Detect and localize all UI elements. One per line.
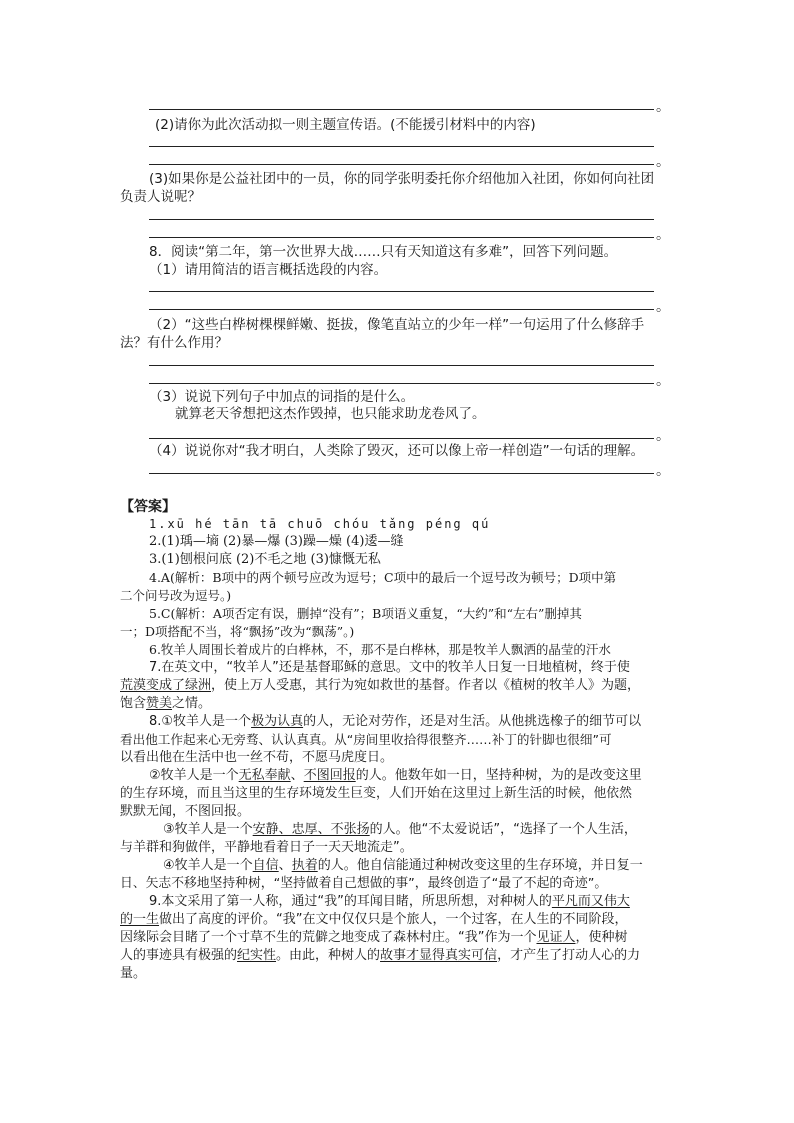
answer-7-line-3 [120, 695, 211, 713]
answer-line[interactable] [149, 291, 654, 292]
answer-7-text: 饱含 [120, 696, 147, 711]
period-mark: 。 [656, 154, 670, 170]
answer-8-line-7 [163, 821, 637, 839]
answer-8-text: 的人，无论对劳作，还是对生活。从他挑选橡子的细节可以 [303, 714, 642, 729]
answer-8-text: ③牧羊人是一个 [163, 822, 253, 837]
answer-9-text: 人的事迹具有极强的 [120, 948, 238, 963]
answer-8-text: 的人。他数年如一日，坚持种树，为的是改变这里 [355, 768, 642, 783]
answer-8-line-6: 默默无闻，不图回报。 [120, 804, 251, 819]
answer-8-text: 的人。他“不太爱说话”，“选择了一个人生活， [369, 822, 637, 837]
answer-line[interactable] [149, 164, 654, 165]
answer-line[interactable] [149, 473, 654, 474]
answer-8-line-2: 看出他工作起来心无旁骛、认认真真。从“房间里收拾得很整齐……补丁的针脚也很细”可 [120, 732, 612, 747]
underlined-phrase: 故事才显得真实可信 [380, 948, 498, 963]
answer-7-line-1: 7.在英文中，“牧羊人”还是基督耶稣的意思。文中的牧羊人日复一日地植树，终于使 [149, 660, 630, 675]
underlined-phrase: 赞美 [146, 696, 173, 711]
answer-8-line-9 [163, 857, 643, 875]
answer-5-cont: 一；D项搭配不当，将“飘扬”改为“飘荡”。) [120, 624, 355, 639]
answer-line[interactable] [149, 383, 654, 384]
answer-9-line-4 [120, 947, 640, 965]
question-8-4: （4）说说你对“我才明白，人类除了毁灭，还可以像上帝一样创造”一句话的理解。 [149, 443, 645, 459]
question-8-3-quote: 就算老天爷想把这杰作毁掉，也只能求助龙卷风了。 [175, 406, 486, 422]
answer-line[interactable] [149, 219, 654, 220]
answer-3: 3.(1)刨根问底 (2)不毛之地 (3)慷慨无私 [149, 552, 381, 567]
answer-7-line-2 [120, 677, 640, 695]
answer-8-line-3: 以看出他在生活中也一丝不苟，不愿马虎度日。 [120, 750, 394, 765]
answer-2: 2.(1)瑀—墒 (2)暴—爆 (3)躁—燥 (4)逶—缝 [149, 534, 404, 549]
answer-9-text: 。由此，种树人的 [276, 948, 381, 963]
period-mark: 。 [656, 428, 670, 444]
answer-9-text: 9.本文采用了第一人称，通过“我”的耳闻目睹，所思所想，对种树人的 [149, 894, 552, 909]
period-mark: 。 [656, 373, 670, 389]
answer-line[interactable] [149, 109, 654, 110]
period-mark: 。 [656, 99, 670, 115]
underlined-phrase: 平凡而又伟大 [551, 894, 630, 909]
answer-8-line-1 [149, 713, 641, 731]
underlined-phrase: 自信 [252, 858, 279, 873]
question-7-2: (2)请你为此次活动拟一则主题宣传语。(不能援引材料中的内容) [155, 117, 536, 133]
underlined-phrase: 纪实性 [237, 948, 277, 963]
answer-8-line-8: 与羊群和狗做伴，平静地看着日子一天天地流走”。 [120, 840, 413, 855]
period-mark: 。 [656, 463, 670, 479]
answer-7-text: ，使上万人受惠，其行为宛如救世的基督。作者以《植树的牧羊人》为题， [211, 678, 641, 693]
answer-9-line-2 [120, 911, 628, 929]
answer-8-text: 的人。他自信能通过种树改变这里的生存环境，并日复一 [317, 858, 643, 873]
answer-8-text: 8.①牧羊人是一个 [149, 714, 252, 729]
answer-line[interactable] [149, 438, 654, 439]
question-8-3: （3）说说下列句子中加点的词指的是什么。 [149, 389, 415, 405]
question-8-intro: 8．阅读“第二年，第一次世界大战……只有天知道这有多难”，回答下列问题。 [149, 244, 618, 260]
answer-heading: 【答案】 [120, 499, 176, 515]
question-7-3: (3)如果你是公益社团中的一员，你的同学张明委托你介绍他加入社团，你如何向社团 [149, 171, 655, 187]
answer-8-text: 、 [290, 768, 304, 783]
answer-8-line-10: 日、矢志不移地坚持种树，“坚持做着自己想做的事”，最终创造了“最了不起的奇迹”。 [120, 876, 608, 891]
answer-8-text: ②牧羊人是一个 [149, 768, 239, 783]
answer-9-text: ，使种树 [575, 930, 628, 945]
answer-9-text: 因缘际会目睹了一个寸草不生的荒僻之地变成了森林村庄。“我”作为一个 [120, 930, 537, 945]
answer-7-text: 之情。 [172, 696, 212, 711]
underlined-phrase: 安静、忠厚、不张扬 [252, 822, 370, 837]
answer-4: 4.A(解析：B项中的两个顿号应改为逗号；C项中的最后一个逗号改为顿号；D项中第 [149, 570, 617, 585]
answer-1: 1.xū hé tān tā chuō chóu tǎng péng qú [149, 517, 491, 531]
underlined-phrase: 的一生 [120, 912, 160, 927]
answer-line[interactable] [149, 237, 654, 238]
answer-8-text: 、 [278, 858, 292, 873]
answer-8-line-4 [149, 767, 642, 785]
question-8-2-cont: 法？有什么作用？ [120, 335, 228, 351]
period-mark: 。 [656, 299, 670, 315]
underlined-phrase: 极为认真 [251, 714, 304, 729]
question-8-2: （2）“这些白桦树棵棵鲜嫩、挺拔，像笔直站立的少年一样”一句运用了什么修辞手 [149, 317, 645, 333]
answer-8-line-5: 的生存环境，而且当这里的生存环境发生巨变，人们开始在这里过上新生活的时候，他依然 [120, 786, 632, 801]
answer-4-cont: 二个问号改为逗号。) [120, 588, 232, 603]
period-mark: 。 [656, 227, 670, 243]
answer-line[interactable] [149, 146, 654, 147]
answer-8-text: ④牧羊人是一个 [163, 858, 253, 873]
underlined-phrase: 不图回报 [303, 768, 356, 783]
answer-9-line-5: 量。 [120, 966, 147, 981]
answer-9-line-1 [149, 893, 630, 911]
answer-6: 6.牧羊人周围长着成片的白桦林，不，那不是白桦林，那是牧羊人飘洒的晶莹的汗水 [149, 642, 611, 657]
underlined-phrase: 执着 [291, 858, 318, 873]
underlined-phrase: 见证人 [536, 930, 576, 945]
answer-line[interactable] [149, 365, 654, 366]
question-8-1: （1）请用简洁的语言概括选段的内容。 [149, 262, 388, 278]
answer-line[interactable] [149, 309, 654, 310]
answer-9-line-3 [120, 929, 628, 947]
underlined-phrase: 荒漠变成了绿洲 [120, 678, 212, 693]
answer-5: 5.C(解析：A项否定有误，删掉“没有”；B项语义重复，“大约”和“左右”删掉其 [149, 606, 582, 621]
question-7-3-cont: 负责人说呢？ [120, 189, 201, 205]
underlined-phrase: 无私奉献 [238, 768, 291, 783]
answer-9-text: ，才产生了打动人心的力 [497, 948, 641, 963]
answer-9-text: 做出了高度的评价。“我”在文中仅仅只是个旅人，一个过客，在人生的不同阶段， [159, 912, 628, 927]
